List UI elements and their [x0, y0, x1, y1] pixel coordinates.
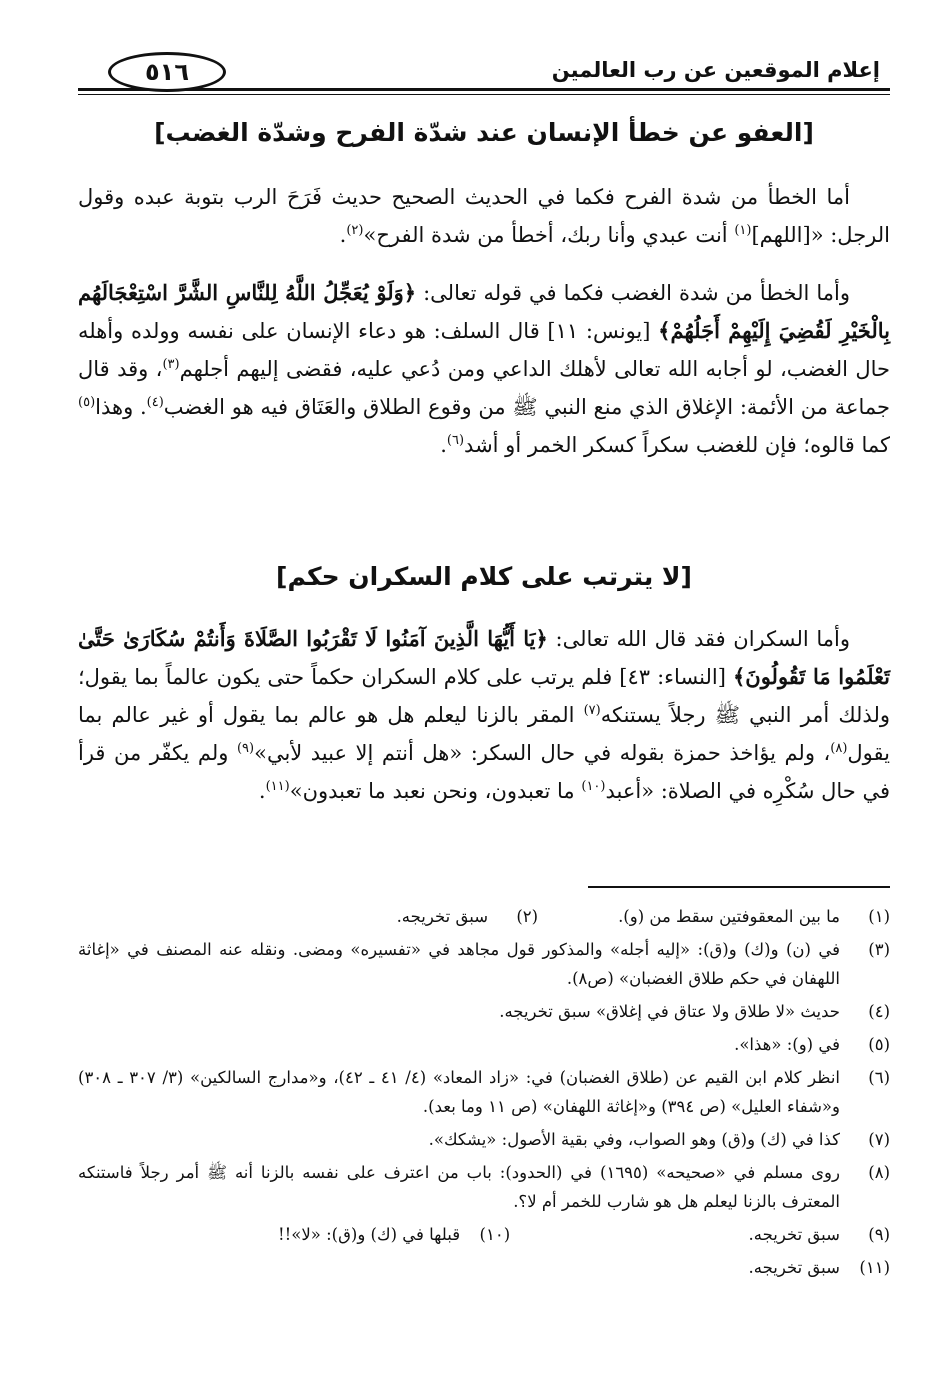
paragraph-text: ولم يكفّر من قرأ في حال سُكْرِه في الصلاة: «أعبد [78, 741, 890, 803]
footnote-marker: (٥) [78, 395, 96, 410]
footnote-marker: (٢) [346, 223, 364, 238]
paragraph-text: . [258, 779, 266, 803]
footnote-1 [618, 902, 890, 931]
footnote-marker: (١١) [265, 779, 290, 794]
footnote-number: (١٠) [479, 1225, 511, 1244]
footnote-number: (٦) [868, 1068, 890, 1087]
footnote-11 [78, 1253, 890, 1282]
paragraph-text: وأما السكران فقد قال الله تعالى: [547, 627, 850, 651]
footnote-number: (٤) [868, 1002, 890, 1021]
footnote-marker: (٣) [162, 357, 180, 372]
footnote-text: روى مسلم في «صحيحه» (١٦٩٥) في (الحدود): باب من اعترف على نفسه بالزنا أنه ﷺ أمر رجلاً فاستنكه المعترف بالزنا ليعلم هل هو شارب للخمر أم لا؟. [78, 1163, 840, 1211]
footnote-number: (١) [868, 907, 890, 926]
footnote-4 [78, 997, 890, 1026]
footnote-text: حديث «لا طلاق ولا عتاق في إغلاق» سبق تخريجه. [499, 1002, 840, 1021]
paragraph-1 [78, 178, 890, 254]
paragraph-text: وأما الخطأ من شدة الغضب فكما في قوله تعالى: [416, 281, 850, 305]
paragraph-text: ، وقد قال جماعة من الأئمة: الإغلاق الذي منع النبي ﷺ من وقوع الطلاق والعَتَاق فيه هو الغضب [78, 357, 890, 419]
footnote-9 [749, 1220, 891, 1249]
paragraph-3 [78, 620, 890, 810]
footnote-number: (٩) [868, 1225, 890, 1244]
paragraph-text: ، ولم يؤاخذ حمزة بقوله في حال السكر: «هل أنتم إلا عبيد لأبي» [254, 741, 831, 765]
footnote-text: سبق تخريجه. [748, 1258, 840, 1277]
footnote-2 [397, 902, 539, 931]
footnote-7 [78, 1125, 890, 1154]
paragraph-text: . [440, 433, 447, 457]
footnote-text: سبق تخريجه. [748, 1225, 840, 1244]
section-heading-2: [لا يترتب على كلام السكران حكم] [276, 562, 692, 591]
page-number: ٥١٦ [108, 52, 226, 92]
footnote-number: (٥) [868, 1035, 890, 1054]
footnote-number: (١١) [859, 1258, 890, 1277]
footnote-marker: (٨) [830, 741, 848, 756]
footnote-number: (٨) [868, 1163, 890, 1182]
paragraph-text: . وهذا [95, 395, 147, 419]
paragraph-text: المقر بالزنا ليعلم هل هو عالم بما يقول أو غير عالم بما يقول [78, 703, 890, 765]
footnote-10 [278, 1220, 510, 1249]
footnote-6 [78, 1063, 890, 1121]
footnote-number: (٣) [868, 940, 890, 959]
paragraph-text: ما تعبدون، ونحن نعبد ما تعبدون» [289, 779, 582, 803]
footnote-marker: (١٠) [581, 779, 606, 794]
footnote-text: ما بين المعقوفتين سقط من (و). [618, 907, 840, 926]
footnote-marker: (٦) [446, 433, 465, 448]
section-heading-1: [العفو عن خطأ الإنسان عند شدّة الفرح وشدّة الغضب] [154, 118, 814, 147]
header-rule-thin [78, 94, 890, 95]
paragraph-text: أنت عبدي وأنا ربك، أخطأ من شدة الفرح» [363, 223, 735, 247]
footnote-number: (٢) [516, 907, 539, 926]
footnote-5 [78, 1030, 890, 1059]
footnote-divider [588, 886, 890, 888]
footnote-number: (٧) [868, 1130, 890, 1149]
footnote-text: كذا في (ك) و(ق) وهو الصواب، وفي بقية الأصول: «يشكك». [428, 1130, 840, 1149]
quran-verse: ﴿وَلَوْ يُعَجِّلُ اللَّهُ لِلنَّاسِ الشَّرَّ اسْتِعْجَالَهُم بِالْخَيْرِ لَقُضِيَ إِلَيْهِمْ أَجَلُهُمْ﴾ [78, 280, 890, 343]
footnotes [78, 902, 890, 1286]
paragraph-text: [يونس: ١١] قال السلف: هو دعاء الإنسان على نفسه وولده وأهله حال الغضب، لو أجابه الله تعالى لأهلك الداعي ومن دُعي عليه، فقضى إليهم أجلهم [78, 319, 890, 381]
footnote-text: انظر كلام ابن القيم عن (طلاق الغضبان) في: «زاد المعاد» (٤/ ٤١ ـ ٤٢)، و«مدارج السالكين» (٣/ ٣٠٧ ـ ٣٠٨) و«شفاء العليل» (ص ٣٩٤) و«إغاثة اللهفان» (ص ١١ وما بعد). [78, 1068, 840, 1116]
footnote-marker: (١) [734, 223, 752, 238]
footnote-text: في (ن) و(ك) و(ق): «إليه أجله» والمذكور قول مجاهد في «تفسيره» ومضى. ونقله عنه المصنف في «إغاثة اللهفان في حكم طلاق الغضبان» (ص٨). [78, 940, 840, 988]
paragraph-text: [النساء: ٤٣] فلم يرتب على كلام السكران حكماً حتى يكون عالماً بما يقول؛ ولذلك أمر النبي ﷺ رجلاً يستنكه [78, 665, 890, 727]
footnote-row-2 [78, 1220, 890, 1249]
paragraph-text: أما الخطأ من شدة الفرح فكما في الحديث الصحيح حديث فَرَحَ الرب بتوبة عبده وقول الرجل: «[اللهم] [78, 185, 890, 247]
footnote-3 [78, 935, 890, 993]
footnote-marker: (٧) [583, 703, 601, 718]
paragraph-text: كما قالوه؛ فإن للغضب سكراً كسكر الخمر أو أشد [464, 433, 890, 457]
paragraph-text: . [339, 223, 347, 247]
footnote-text: قبلها في (ك) و(ق): «لا»!! [278, 1225, 461, 1244]
footnote-row-1 [78, 902, 890, 931]
footnote-8 [78, 1158, 890, 1216]
quran-verse: ﴿يَا أَيُّهَا الَّذِينَ آمَنُوا لَا تَقْرَبُوا الصَّلَاةَ وَأَنتُمْ سُكَارَىٰ حَتَّىٰ تَعْلَمُوا مَا تَقُولُونَ﴾ [78, 626, 891, 689]
footnote-marker: (٤) [146, 395, 164, 410]
footnote-text: سبق تخريجه. [396, 907, 489, 926]
footnote-marker: (٩) [236, 741, 255, 756]
footnote-text: في (و): «هذا». [734, 1035, 840, 1054]
book-title: إعلام الموقعين عن رب العالمين [551, 58, 880, 82]
page-header [78, 52, 890, 96]
paragraph-2 [78, 274, 890, 464]
